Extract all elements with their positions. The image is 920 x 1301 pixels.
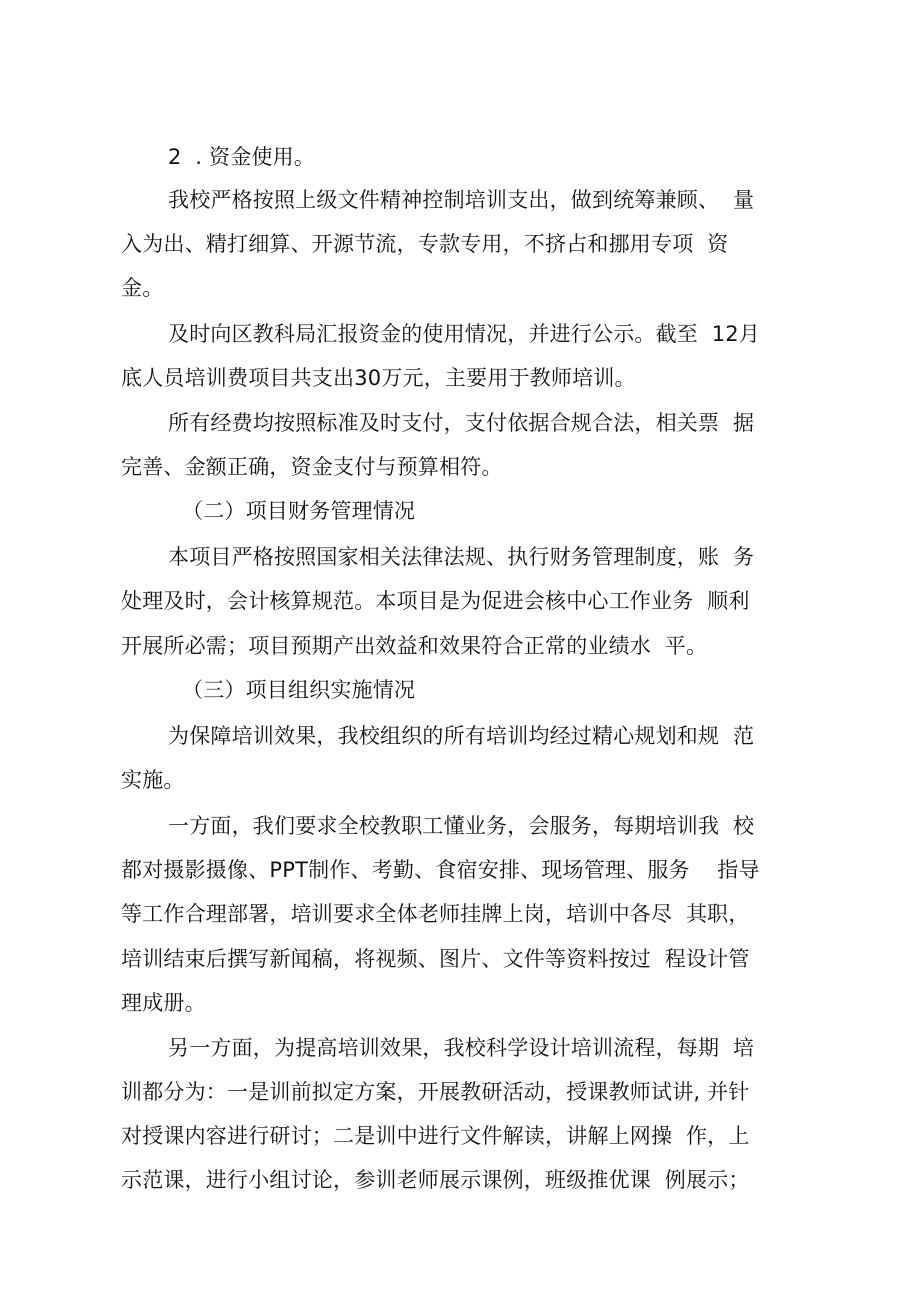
paragraph-line: 金。 [121,276,164,300]
paragraph-line: 理成册。 [121,991,206,1015]
paragraph-line: 底人员培训费项目共支出30万元，主要用于教师培训。 [121,366,636,390]
paragraph-line: 我校严格按照上级文件精神控制培训支出，做到统筹兼顾、 量 [168,188,755,212]
section-heading-fund-usage: 2 . 资金使用。 [168,145,316,169]
paragraph-line: 训都分为：一是训前拟定方案，开展教研活动，授课教师试讲, 并针 [121,1080,750,1104]
paragraph-line: 另一方面，为提高培训效果，我校科学设计培训流程，每期 培 [168,1036,755,1060]
paragraph-line: 完善、金额正确，资金支付与预算相符。 [121,455,503,479]
paragraph-line: 处理及时，会计核算规范。本项目是为促进会核中心工作业务 顺利 [121,589,750,613]
section-heading-implementation: （三）项目组织实施情况 [182,678,416,702]
paragraph-line: 实施。 [121,768,185,792]
paragraph-line: 都对摄影摄像、PPT制作、考勤、食宿安排、现场管理、服务 指导 [121,858,760,882]
paragraph-line: 所有经费均按照标准及时支付，支付依据合规合法，相关票 据 [168,411,755,435]
paragraph-line: 等工作合理部署，培训要求全体老师挂牌上岗，培训中各尽 其职， [121,902,750,926]
paragraph-line: 开展所必需；项目预期产出效益和效果符合正常的业绩水 平。 [121,634,708,658]
paragraph-line: 培训结束后撰写新闻稿，将视频、图片、文件等资料按过 程设计管 [121,947,750,971]
paragraph-line: 示范课，进行小组讨论，参训老师展示课例，班级推优课 例展示； [121,1168,750,1192]
paragraph-line: 入为出、精打细算、开源节流，专款专用，不挤占和挪用专项 资 [121,232,729,256]
paragraph-line: 一方面，我们要求全校教职工懂业务，会服务，每期培训我 校 [168,814,755,838]
paragraph-line: 为保障培训效果，我校组织的所有培训均经过精心规划和规 范 [168,724,755,748]
paragraph-line: 及时向区教科局汇报资金的使用情况，并进行公示。截至 12月 [168,322,761,346]
section-heading-financial-management: （二）项目财务管理情况 [182,499,416,523]
paragraph-line: 对授课内容进行研讨；二是训中进行文件解读，讲解上网操 作，上 [121,1124,750,1148]
paragraph-line: 本项目严格按照国家相关法律法规、执行财务管理制度，账 务 [168,545,755,569]
